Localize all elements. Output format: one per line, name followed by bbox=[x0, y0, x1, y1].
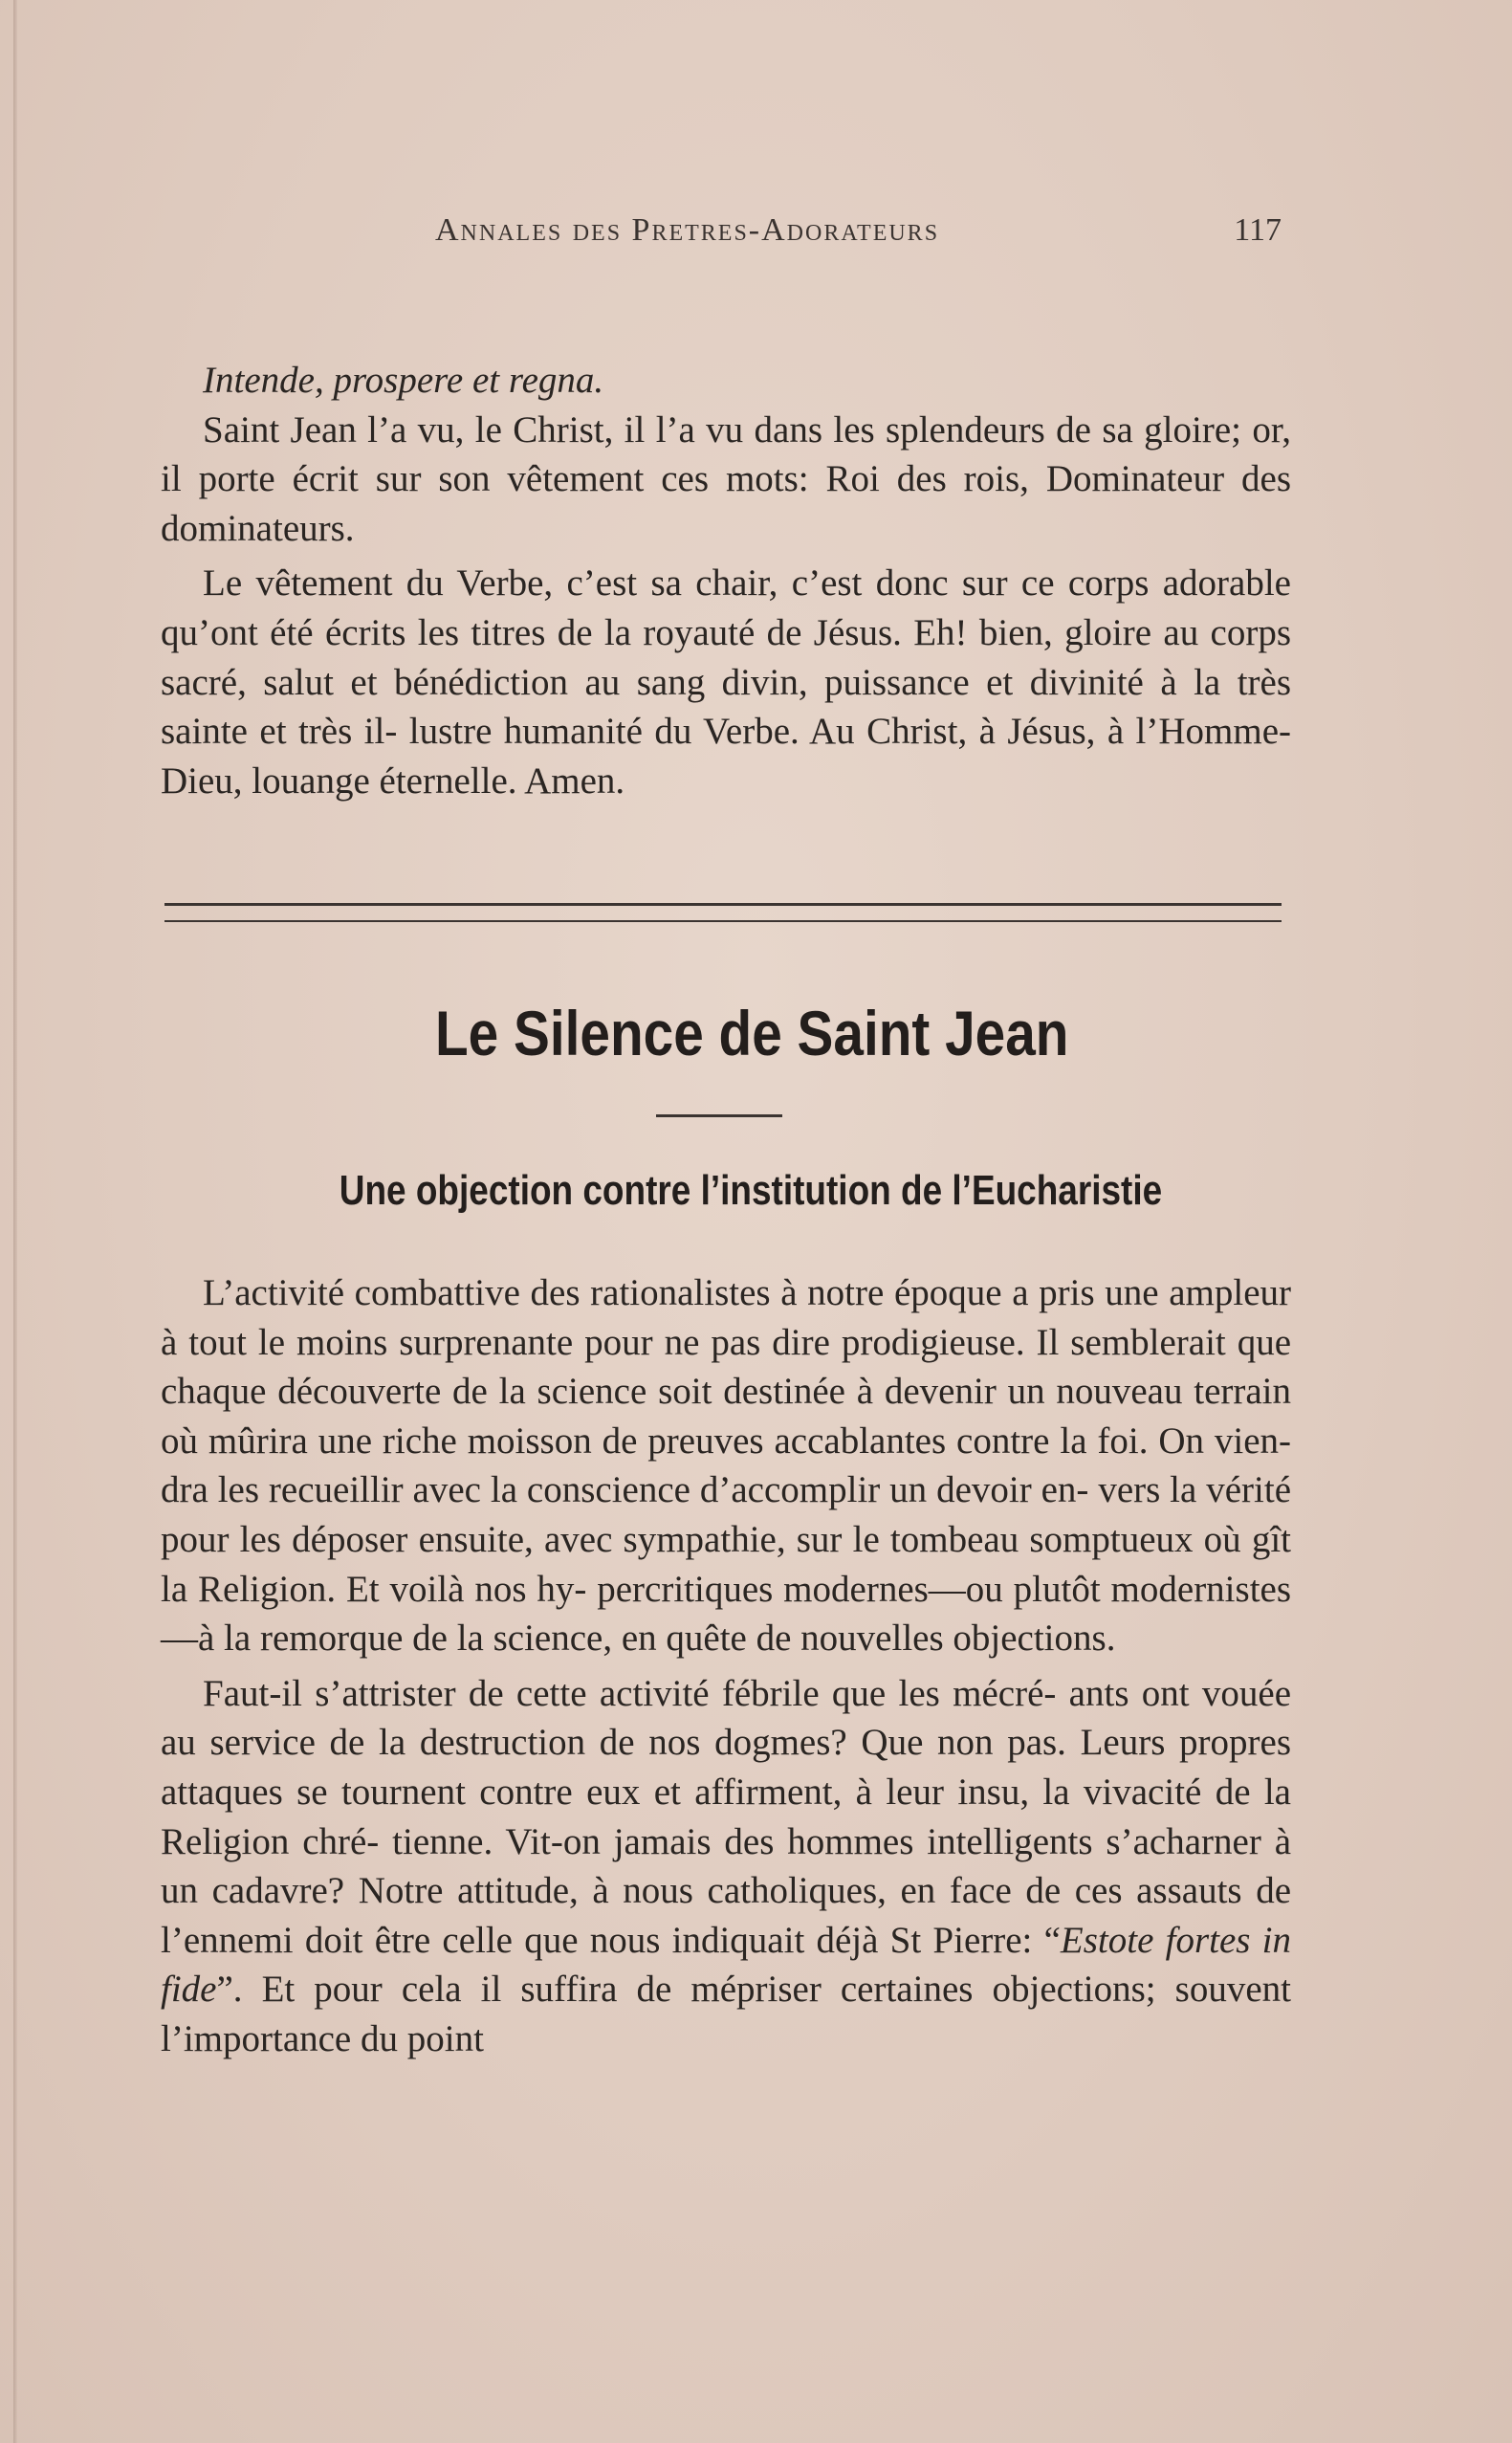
text-line: Dieu, louange éternelle. Amen. bbox=[161, 759, 625, 802]
page-number: 117 bbox=[1234, 212, 1282, 248]
text-line: dra les recueillir avec la conscience d’accomplir un devoir en- bbox=[161, 1469, 1089, 1511]
article-subtitle: Une objection contre l’institution de l’Eucharistie bbox=[339, 1167, 1163, 1214]
paragraph bbox=[161, 1268, 1291, 1663]
text-line: déjà St Pierre: “ bbox=[816, 1919, 1061, 1961]
text-line: riche moisson de preuves accablantes contre la foi. On vien- bbox=[382, 1420, 1291, 1462]
section-divider-rule bbox=[164, 903, 1282, 906]
text-line: des rois, Dominateur des dominateurs. bbox=[161, 458, 1291, 549]
article-title: Le Silence de Saint Jean bbox=[434, 998, 1069, 1068]
text-line: eux et affirment, à leur insu, la vivacité de la Religion chré- bbox=[161, 1771, 1291, 1862]
text-line: tienne. Vit-on jamais des hommes intelligents s’acharner bbox=[392, 1820, 1261, 1862]
text-line: lustre humanité du Verbe. Au Christ, à Jésus, à l’Homme- bbox=[408, 711, 1292, 753]
latin-line-text: Intende, prospere et regna. bbox=[203, 360, 604, 401]
text-line: Le vêtement du Verbe, c’est sa chair, c’est donc sur ce bbox=[203, 562, 1055, 605]
title-underline-rule bbox=[656, 1114, 782, 1117]
text-line: corps adorable qu’ont été écrits les titres de la royauté de bbox=[161, 562, 1291, 653]
text-line: à un cadavre? Notre attitude, à nous catholiques, en face bbox=[161, 1820, 1292, 1912]
latin-line bbox=[161, 356, 1291, 406]
top-text-block bbox=[161, 356, 1291, 805]
text-line: Que non pas. Leurs propres attaques se tournent contre bbox=[161, 1722, 1292, 1813]
text-line: ants ont vouée au service de la destruction de nos dogmes? bbox=[161, 1672, 1292, 1764]
text-line: au sang divin, puissance et divinité à la très sainte et très il- bbox=[161, 661, 1292, 753]
text-line: le tombeau somptueux où gît la Religion. Et voilà nos hy- bbox=[161, 1518, 1292, 1610]
text-line: de ces assauts de l’ennemi doit être celle que nous indiquait bbox=[161, 1870, 1292, 1961]
text-line: vers la vérité pour les déposer ensuite, avec sympathie, sur bbox=[161, 1469, 1291, 1560]
text-line: de la science, en quête de nouvelles objections. bbox=[412, 1618, 1116, 1660]
text-line: mépriser certaines objections; souvent l’importance du point bbox=[161, 1969, 1292, 2059]
paragraph bbox=[161, 559, 1291, 805]
text-line: percritiques modernes—ou plutôt modernistes—à la remorque bbox=[161, 1568, 1292, 1660]
text-line: Saint Jean l’a vu, le Christ, il l’a vu dans les splendeurs de bbox=[203, 408, 1091, 451]
page-binding-edge bbox=[13, 0, 17, 2443]
text-line: Jésus. Eh! bien, gloire au corps sacré, salut et bénédiction bbox=[161, 611, 1292, 703]
text-line: ”. Et pour cela il suffira de bbox=[216, 1969, 672, 2011]
text-line: prodigieuse. Il semblerait que chaque découverte de la science bbox=[161, 1321, 1292, 1413]
paragraph bbox=[161, 406, 1291, 554]
running-title: Annales des Pretres-Adorateurs bbox=[435, 212, 940, 248]
section-divider-rule bbox=[164, 920, 1282, 922]
article-body bbox=[161, 1268, 1291, 2064]
text-line: Faut-il s’attrister de cette activité fébrile que les mécré- bbox=[203, 1672, 1057, 1714]
paragraph bbox=[161, 1669, 1291, 2064]
latin-quote: Estote fortes in fide bbox=[161, 1919, 1291, 2011]
text-line: soit destinée à devenir un nouveau terrain où mûrira une bbox=[161, 1371, 1292, 1462]
text-line: pris une ampleur à tout le moins surprenante pour ne pas dire bbox=[161, 1272, 1292, 1363]
running-head bbox=[161, 212, 1282, 260]
text-line: sa gloire; or, il porte écrit sur son vêtement ces mots: Roi bbox=[161, 408, 1292, 500]
text-line: L’activité combattive des rationalistes à notre époque a bbox=[203, 1272, 1029, 1313]
